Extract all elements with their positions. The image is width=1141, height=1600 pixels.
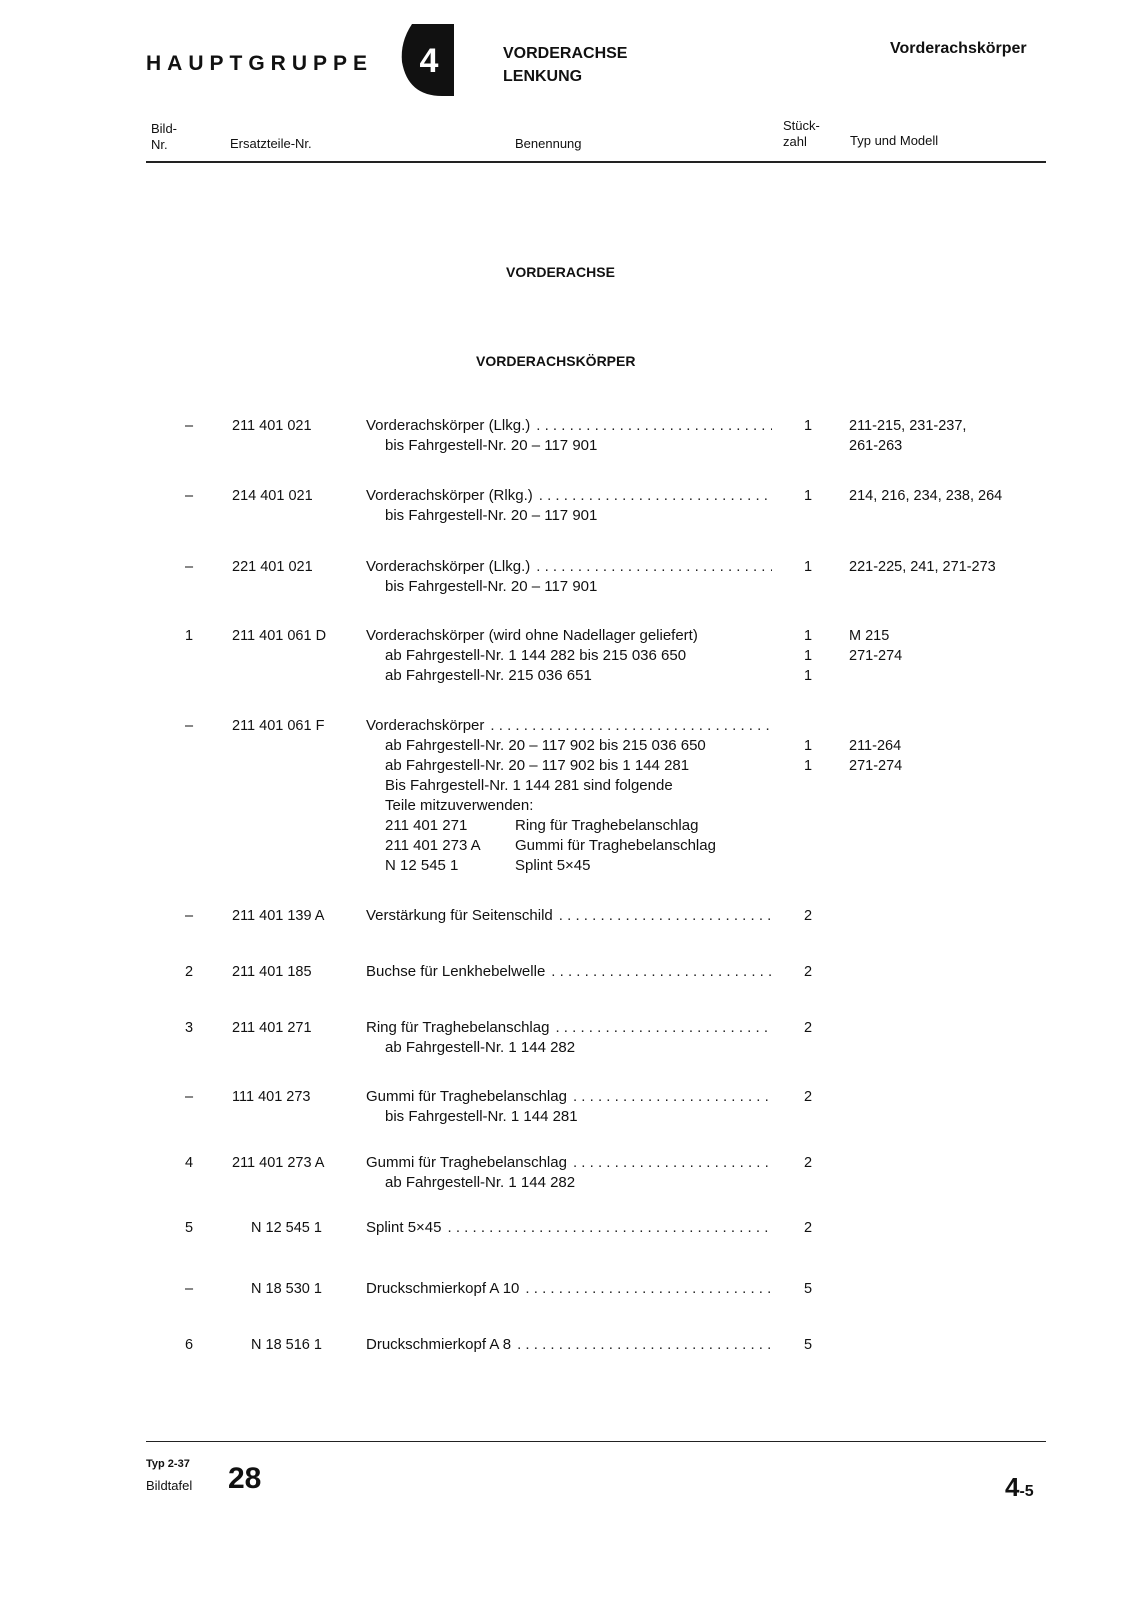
- part-qty: [802, 716, 814, 736]
- part-qty: 1: [803, 758, 813, 774]
- part-name: Vorderachskörper (wird ohne Nadellager geliefert): [366, 627, 698, 644]
- part-bild: –: [184, 559, 194, 575]
- part-number: 221 401 021: [232, 559, 313, 575]
- part-typ: 211-215, 231-237,: [849, 418, 967, 434]
- part-number: N 12 545 1: [251, 1220, 322, 1236]
- part-bild: –: [184, 718, 194, 734]
- part-number: 211 401 185: [232, 964, 312, 980]
- part-bild: 2: [184, 964, 194, 980]
- col-header-stueck-line1: Stück-: [783, 118, 820, 133]
- leader-dots: [447, 1218, 772, 1238]
- part-qty: 1: [803, 648, 813, 664]
- header-rule: [146, 161, 1046, 163]
- group-number-badge: [400, 22, 454, 98]
- sublist-item: [366, 816, 772, 836]
- part-qty: 1: [803, 488, 813, 504]
- leader-dots: [490, 716, 772, 736]
- part-number: 211 401 061 F: [232, 718, 325, 734]
- part-bild: –: [184, 418, 194, 434]
- part-typ: 214, 216, 234, 238, 264: [849, 488, 1003, 504]
- part-qty: 1: [803, 668, 813, 684]
- part-description: [366, 1218, 772, 1238]
- section-title-line1: VORDERACHSE: [503, 45, 628, 62]
- part-detail: ab Fahrgestell-Nr. 1 144 282: [385, 1039, 576, 1056]
- part-detail: ab Fahrgestell-Nr. 20 – 117 902 bis 215 036 650: [385, 737, 706, 754]
- part-bild: –: [184, 1281, 194, 1297]
- page-number-main: 4: [1005, 1472, 1020, 1502]
- part-typ: 261-263: [849, 438, 903, 454]
- sublist-item: [366, 856, 772, 876]
- footer-bildtafel-number: 28: [228, 1462, 262, 1495]
- part-number: 211 401 021: [232, 418, 312, 434]
- leader-dots: [573, 1087, 772, 1107]
- part-number: 211 401 273 A: [232, 1155, 325, 1171]
- part-detail: ab Fahrgestell-Nr. 215 036 651: [385, 667, 592, 684]
- col-header-bild-line1: Bild-: [151, 121, 178, 136]
- part-name: Vorderachskörper (Rlkg.): [366, 487, 533, 504]
- part-qty: 1: [803, 628, 813, 644]
- page-title: Vorderachskörper: [890, 40, 1027, 57]
- sublist-name: Gummi für Traghebelanschlag: [515, 837, 716, 854]
- part-description: [366, 486, 772, 526]
- sublist-name: Splint 5×45: [515, 857, 591, 874]
- part-detail: ab Fahrgestell-Nr. 1 144 282 bis 215 036 650: [385, 647, 687, 664]
- part-description: [366, 716, 772, 876]
- page-number: [1005, 1472, 1034, 1503]
- part-qty: 2: [803, 1089, 813, 1105]
- part-bild: –: [184, 1089, 194, 1105]
- part-number: 214 401 021: [232, 488, 313, 504]
- page-number-suffix: -5: [1019, 1483, 1034, 1500]
- part-description: [366, 1087, 772, 1127]
- section-heading: VORDERACHSE: [506, 264, 615, 280]
- leader-dots: [539, 486, 772, 506]
- part-description: [366, 962, 772, 982]
- part-name: Gummi für Traghebelanschlag: [366, 1154, 567, 1171]
- leader-dots: [536, 416, 772, 436]
- col-header-benennung: Benennung: [515, 136, 582, 151]
- part-qty: 5: [803, 1337, 813, 1353]
- part-number: 211 401 061 D: [232, 628, 327, 644]
- part-detail: Bis Fahrgestell-Nr. 1 144 281 sind folgende: [385, 777, 673, 794]
- sublist-part: N 12 545 1: [385, 857, 459, 874]
- part-bild: 6: [184, 1337, 194, 1353]
- part-description: [366, 626, 772, 686]
- col-header-bild: [151, 121, 177, 153]
- col-header-typ: Typ und Modell: [850, 133, 939, 148]
- sublist-item: [366, 836, 772, 856]
- part-description: [366, 1335, 772, 1355]
- leader-dots: [573, 1153, 772, 1173]
- part-bild: 5: [184, 1220, 194, 1236]
- part-detail: Teile mitzuverwenden:: [385, 797, 534, 814]
- leader-dots: [559, 906, 772, 926]
- part-name: Gummi für Traghebelanschlag: [366, 1088, 567, 1105]
- leader-dots: [555, 1018, 772, 1038]
- part-name: Vorderachskörper: [366, 717, 485, 734]
- part-description: [366, 1153, 772, 1193]
- part-name: Druckschmierkopf A 8: [366, 1336, 512, 1353]
- part-detail: ab Fahrgestell-Nr. 1 144 282: [385, 1174, 576, 1191]
- part-qty: 2: [803, 1020, 813, 1036]
- leader-dots: [525, 1279, 772, 1299]
- part-number: 111 401 273: [232, 1089, 311, 1105]
- part-detail: bis Fahrgestell-Nr. 20 – 117 901: [385, 507, 598, 524]
- part-bild: –: [184, 488, 194, 504]
- section-title: [503, 42, 627, 88]
- part-number: 211 401 271: [232, 1020, 312, 1036]
- part-qty: 5: [803, 1281, 813, 1297]
- part-description: [366, 906, 772, 926]
- part-detail: bis Fahrgestell-Nr. 20 – 117 901: [385, 578, 598, 595]
- part-bild: 4: [184, 1155, 194, 1171]
- part-name: Ring für Traghebelanschlag: [366, 1019, 550, 1036]
- part-qty: 2: [803, 964, 813, 980]
- part-description: [366, 1279, 772, 1299]
- part-typ: 211-264: [849, 738, 902, 754]
- part-number: N 18 516 1: [251, 1337, 322, 1353]
- part-typ: 221-225, 241, 271-273: [849, 559, 996, 575]
- col-header-stueck-line2: zahl: [783, 134, 807, 149]
- part-typ: M 215: [849, 628, 890, 644]
- part-detail: bis Fahrgestell-Nr. 20 – 117 901: [385, 437, 598, 454]
- footer-rule: [146, 1441, 1046, 1442]
- footer-typ: Typ 2-37: [146, 1458, 190, 1470]
- leader-dots: [517, 1335, 772, 1355]
- part-qty: 2: [803, 908, 813, 924]
- part-number: N 18 530 1: [251, 1281, 322, 1297]
- part-qty: 1: [803, 738, 813, 754]
- part-qty: 1: [803, 559, 813, 575]
- part-bild: 3: [184, 1020, 194, 1036]
- part-qty: 2: [803, 1155, 813, 1171]
- part-qty: 2: [803, 1220, 813, 1236]
- leader-dots: [551, 962, 772, 982]
- part-description: [366, 416, 772, 456]
- part-name: Vorderachskörper (Llkg.): [366, 417, 531, 434]
- part-typ: 271-274: [849, 648, 903, 664]
- part-name: Buchse für Lenkhebelwelle: [366, 963, 546, 980]
- col-header-bild-line2: Nr.: [151, 137, 168, 152]
- sublist-part: 211 401 273 A: [385, 837, 481, 854]
- footer-bildtafel-label: Bildtafel: [146, 1478, 193, 1493]
- sublist-name: Ring für Traghebelanschlag: [515, 817, 699, 834]
- group-number: 4: [419, 42, 439, 80]
- part-name: Splint 5×45: [366, 1219, 442, 1236]
- sublist-part: 211 401 271: [385, 817, 468, 834]
- subsection-heading: VORDERACHSKÖRPER: [476, 353, 636, 369]
- hauptgruppe-label: HAUPTGRUPPE: [146, 52, 374, 75]
- col-header-stueckzahl: [783, 118, 820, 150]
- col-header-ersatzteile: Ersatzteile-Nr.: [230, 136, 312, 151]
- part-name: Druckschmierkopf A 10: [366, 1280, 520, 1297]
- leader-dots: [536, 557, 772, 577]
- part-bild: 1: [184, 628, 194, 644]
- part-typ: 271-274: [849, 758, 903, 774]
- part-description: [366, 1018, 772, 1058]
- group-number-shape: [400, 22, 454, 98]
- part-detail: ab Fahrgestell-Nr. 20 – 117 902 bis 1 144 281: [385, 757, 690, 774]
- part-typ: [849, 716, 902, 736]
- part-qty: 1: [803, 418, 813, 434]
- part-bild: –: [184, 908, 194, 924]
- part-name: Verstärkung für Seitenschild: [366, 907, 553, 924]
- part-detail: bis Fahrgestell-Nr. 1 144 281: [385, 1108, 578, 1125]
- section-title-line2: LENKUNG: [503, 68, 583, 85]
- part-description: [366, 557, 772, 597]
- part-name: Vorderachskörper (Llkg.): [366, 558, 531, 575]
- part-number: 211 401 139 A: [232, 908, 325, 924]
